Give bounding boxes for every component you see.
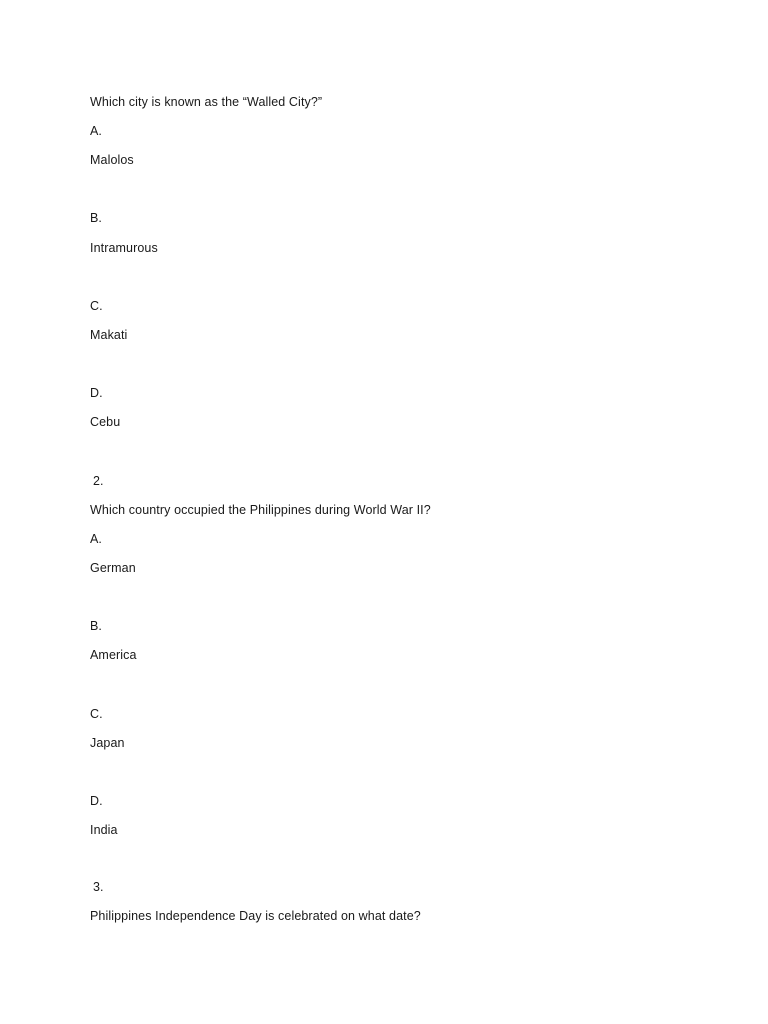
question-1-option-b-letter: B. — [90, 211, 103, 225]
question-1-option-c-letter: C. — [90, 299, 103, 313]
question-2-option-d-letter: D. — [90, 794, 103, 808]
question-2-option-b-letter: B. — [90, 619, 103, 633]
question-2-number: 2. — [93, 474, 104, 488]
question-2-option-b-answer: America — [90, 648, 137, 662]
question-2-text: Which country occupied the Philippines during World War II? — [90, 503, 431, 517]
question-1-option-c-answer: Makati — [90, 328, 128, 342]
question-2-option-c-answer: Japan — [90, 736, 125, 750]
question-1-option-a-answer: Malolos — [90, 153, 134, 167]
question-1-text: Which city is known as the “Walled City?” — [90, 95, 323, 109]
question-2-option-a-letter: A. — [90, 532, 103, 546]
question-3-text: Philippines Independence Day is celebrated on what date? — [90, 909, 421, 923]
question-2-option-c-letter: C. — [90, 707, 103, 721]
question-3-number: 3. — [93, 880, 104, 894]
question-1-option-a-letter: A. — [90, 124, 103, 138]
question-1-option-b-answer: Intramurous — [90, 241, 158, 255]
question-2-option-a-answer: German — [90, 561, 136, 575]
question-2-option-d-answer: India — [90, 823, 118, 837]
question-1-option-d-answer: Cebu — [90, 415, 121, 429]
question-1-option-d-letter: D. — [90, 386, 103, 400]
